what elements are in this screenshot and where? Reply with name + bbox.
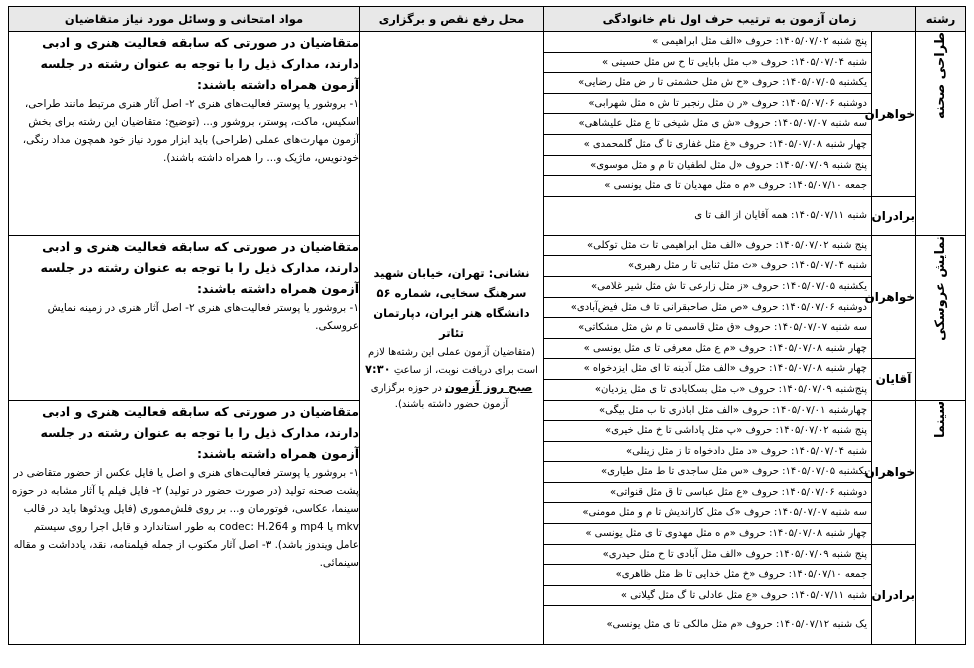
major-stage-design-sisters bbox=[9, 32, 966, 197]
schedule-row: دوشنبه ۱۴۰۵/۰۷/۰۶: حروف «ر ن مثل رنجبر تا ش ه مثل شهرابی» bbox=[544, 94, 871, 115]
schedule-cell bbox=[543, 196, 871, 235]
materials-body: ۱- بروشور یا پوستر فعالیت‌های هنری ۲- اصل آثار هنری در زمینه نمایش عروسکی. bbox=[47, 301, 359, 332]
schedule-row: یکشنبه ۱۴۰۵/۰۷/۰۵: حروف «س مثل ساجدی تا ط مثل طیاری» bbox=[544, 462, 871, 483]
schedule-cell bbox=[543, 544, 871, 645]
schedule-row: پنج شنبه ۱۴۰۵/۰۷/۰۹: حروف «الف مثل آبادی تا ح مثل حیدری» bbox=[544, 545, 871, 566]
location-note-day: صبح روز آزمون bbox=[445, 380, 533, 395]
materials-head: متقاضیان در صورتی که سابقه فعالیت هنری و ادبی دارند، مدارک ذیل را با توجه به عنوان رشته در جلسه آزمون همراه داشته باشند: bbox=[40, 238, 359, 296]
schedule-cell bbox=[543, 400, 871, 544]
group-label: خواهران bbox=[872, 32, 916, 197]
header-schedule: زمان آزمون به ترتیب حرف اول نام خانوادگی bbox=[543, 7, 915, 32]
schedule-row: سه شنبه ۱۴۰۵/۰۷/۰۷: حروف «ق مثل قاسمی تا م ش مثل مشکاتی» bbox=[544, 318, 871, 339]
major-name-stage-design: طراحی صحنه bbox=[916, 32, 966, 236]
schedule-row: پنج شنبه ۱۴۰۵/۰۷/۰۹: حروف «ل مثل لطفیان تا م و مثل موسوی» bbox=[544, 156, 871, 177]
schedule-row: جمعه ۱۴۰۵/۰۷/۱۰: حروف «خ مثل خدایی تا ظ مثل ظاهری» bbox=[544, 565, 871, 586]
header-major: رشته bbox=[916, 7, 966, 32]
schedule-row: شنبه ۱۴۰۵/۰۷/۱۱: همه آقایان از الف تا ی bbox=[694, 209, 867, 221]
major-name-cinema: سینما bbox=[916, 400, 966, 645]
header-materials: مواد امتحانی و وسائل مورد نیاز متقاضیان bbox=[9, 7, 360, 32]
materials-cell bbox=[9, 235, 360, 400]
header-location: محل رفع نقص و برگزاری bbox=[359, 7, 543, 32]
materials-body: ۱- بروشور یا پوستر فعالیت‌های هنری ۲- اصل آثار هنری مرتبط مانند طراحی، اسکیس، ماکت، پوستر، بروشور و... (توضیح: متقاضیان این رشته برای بخش آزمون مهارت‌های عملی (طراحی) باید ابزار مورد نیاز خود همچون مداد رنگی، خودنویس، ماژیک و... را همراه داشته باشند). bbox=[22, 98, 359, 164]
materials-head: متقاضیان در صورتی که سابقه فعالیت هنری و ادبی دارند، مدارک ذیل را با توجه به عنوان رشته در جلسه آزمون همراه داشته باشند: bbox=[40, 403, 359, 461]
materials-body: ۱- بروشور یا پوستر فعالیت‌های هنری و اصل یا فایل عکس از حضور متقاضی در پشت صحنه تولید (در صورت حضور در تولید) ۲- فایل فیلم یا آثار مشابه در حوزه سینما، عکاسی، فوتورمان و... بر روی فلش‌مموری (فایل ویدئوها باید در قالب mkv یا mp4 و codec: H.264 به طور استاندارد و قابل اجرا روی سیستم عامل ویندوز باشد). ۳- اصل آثار مکتوب از جمله فیلمنامه، نقد، یادداشت و مقاله سینمائی. bbox=[11, 466, 359, 569]
materials-cell bbox=[9, 32, 360, 236]
group-label: خواهران bbox=[872, 400, 916, 544]
schedule-cell bbox=[543, 32, 871, 197]
schedule-row: چهار شنبه ۱۴۰۵/۰۷/۰۸: حروف «م ع مثل معرفی تا ی مثل یونسی » bbox=[583, 342, 867, 354]
schedule-row: چهار شنبه ۱۴۰۵/۰۷/۰۸: حروف «غ مثل غفاری تا گ مثل گلمحمدی » bbox=[544, 135, 871, 156]
schedule-row: دوشنبه ۱۴۰۵/۰۷/۰۶: حروف «ص مثل صاحبقرانی تا ف مثل فیض‌آبادی» bbox=[544, 298, 871, 319]
location-note-pre: (متقاضیان آزمون عملی این رشته‌ها لازم است برای دریافت نوبت، از ساعتِ bbox=[368, 347, 538, 377]
schedule-row: یکشنبه ۱۴۰۵/۰۷/۰۵: حروف «ز مثل زارعی تا ش مثل شیر غلامی» bbox=[544, 277, 871, 298]
schedule-cell bbox=[543, 235, 871, 359]
schedule-row: شنبه ۱۴۰۵/۰۷/۱۱: حروف «ع مثل عادلی تا گ مثل گیلانی » bbox=[544, 586, 871, 607]
schedule-row: چهار شنبه ۱۴۰۵/۰۷/۰۸: حروف «م ه مثل مهدوی تا ی مثل یونسی » bbox=[585, 528, 867, 540]
schedule-row: چهار شنبه ۱۴۰۵/۰۷/۰۸: حروف «الف مثل آدینه تا ای مثل ایزدخواه » bbox=[544, 359, 871, 380]
group-label: آقایان bbox=[872, 359, 916, 400]
schedule-row: سه شنبه ۱۴۰۵/۰۷/۰۷: حروف «ش ی مثل شیخی تا ع مثل علیشاهی» bbox=[544, 114, 871, 135]
schedule-cell bbox=[543, 359, 871, 400]
group-label: برادران bbox=[872, 196, 916, 235]
location-note-time: ۷:۳۰ bbox=[365, 362, 391, 377]
exam-schedule-table bbox=[8, 6, 966, 645]
group-label: برادران bbox=[872, 544, 916, 645]
schedule-row: شنبه ۱۴۰۵/۰۷/۰۴: حروف «ب مثل بابایی تا ح س مثل حسینی » bbox=[544, 53, 871, 74]
location-cell bbox=[359, 32, 543, 645]
materials-head: متقاضیان در صورتی که سابقه فعالیت هنری و ادبی دارند، مدارک ذیل را با توجه به عنوان رشته در جلسه آزمون همراه داشته باشند: bbox=[40, 35, 359, 92]
schedule-row: شنبه ۱۴۰۵/۰۷/۰۴: حروف «د مثل دادخواه تا ز مثل زینلی» bbox=[544, 442, 871, 463]
schedule-row: پنج شنبه ۱۴۰۵/۰۷/۰۲: حروف «الف مثل ابراهیمی » bbox=[544, 32, 871, 53]
schedule-row: یک شنبه ۱۴۰۵/۰۷/۱۲: حروف «م مثل مالکی تا ی مثل یونسی» bbox=[606, 619, 867, 631]
major-name-puppetry: نمایش عروسکی bbox=[916, 235, 966, 400]
schedule-row: دوشنبه ۱۴۰۵/۰۷/۰۶: حروف «ع مثل عباسی تا ق مثل قنواتی» bbox=[544, 483, 871, 504]
schedule-row: پنج شنبه ۱۴۰۵/۰۷/۰۲: حروف «پ مثل پاداشی تا خ مثل خیری» bbox=[544, 421, 871, 442]
schedule-row: شنبه ۱۴۰۵/۰۷/۰۴: حروف «ث مثل ثنایی تا ر مثل رهبری» bbox=[544, 256, 871, 277]
group-label: خواهران bbox=[872, 235, 916, 359]
location-note-post: در حوزه برگزاری آزمون حضور داشته باشند). bbox=[370, 383, 509, 411]
schedule-row: یکشنبه ۱۴۰۵/۰۷/۰۵: حروف «ح ش مثل حشمتی تا ر ض مثل رضایی» bbox=[544, 73, 871, 94]
location-note bbox=[360, 345, 543, 413]
schedule-row: سه شنبه ۱۴۰۵/۰۷/۰۷: حروف «ک مثل کاراندیش تا م و مثل مومنی» bbox=[544, 503, 871, 524]
schedule-row: پنج‌شنبه ۱۴۰۵/۰۷/۰۹: حروف «ب مثل بسکابادی تا ی مثل یزدیان» bbox=[594, 383, 867, 395]
header-row bbox=[9, 7, 966, 32]
schedule-row: جمعه ۱۴۰۵/۰۷/۱۰: حروف «م ه مثل مهدیان تا ی مثل یونسی » bbox=[604, 180, 867, 192]
location-address: نشانی: تهران، خیابان شهید سرهنگ سخایی، شماره ۵۶ دانشگاه هنر ایران، دپارتمان تئاتر bbox=[373, 266, 530, 341]
schedule-row: چهارشنبه ۱۴۰۵/۰۷/۰۱: حروف «الف مثل اباذری تا ب مثل بیگی» bbox=[544, 401, 871, 422]
materials-cell bbox=[9, 400, 360, 645]
schedule-row: پنج شنبه ۱۴۰۵/۰۷/۰۲: حروف «الف مثل ابراهیمی تا ت مثل توکلی» bbox=[544, 236, 871, 257]
